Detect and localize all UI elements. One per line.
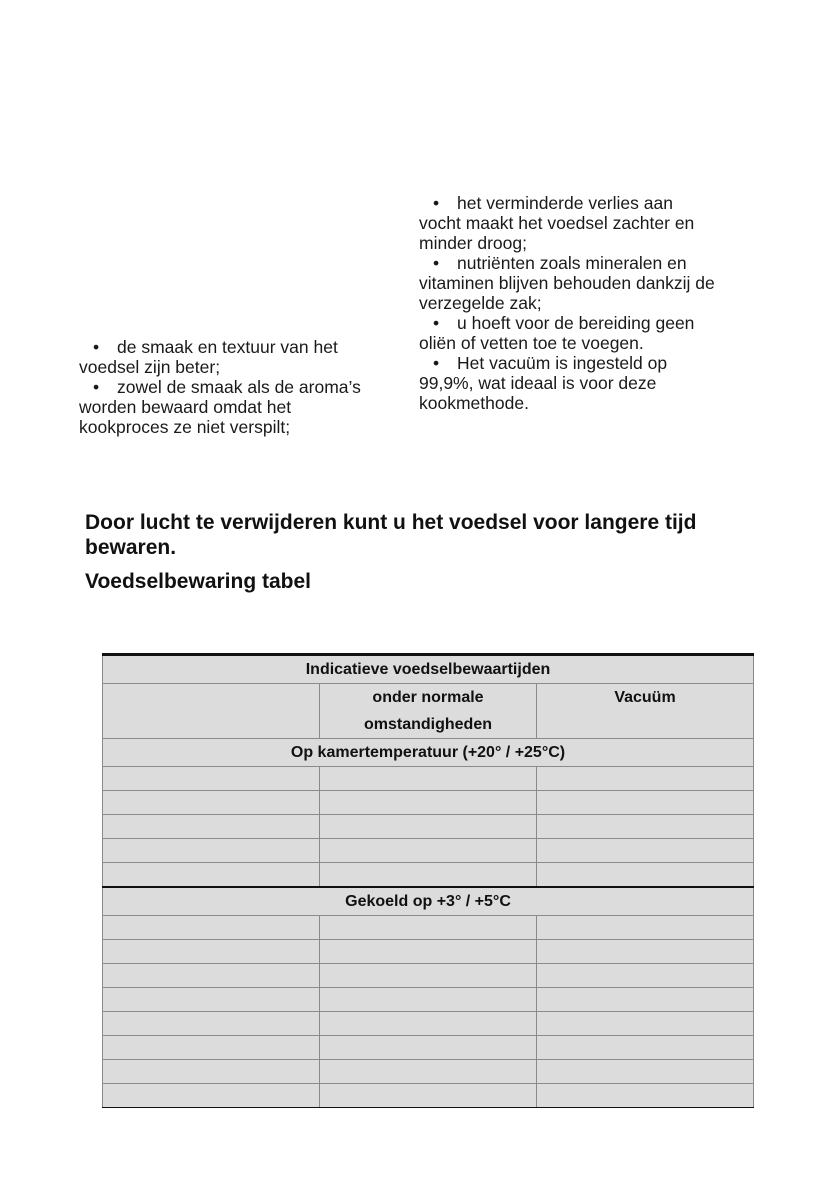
bullet-item: • Het vacuüm is ingesteld op 99,9%, wat ideaal is voor deze kookmethode. (419, 353, 668, 413)
bullet-dot-icon: • (433, 253, 440, 273)
left-bullet-list (79, 337, 379, 437)
table-row (103, 1084, 754, 1108)
right-bullet-list (419, 193, 719, 413)
section-room-temperature: Op kamertemperatuur (+20° / +25°C) (103, 739, 754, 767)
bullet-item: • u hoeft voor de bereiding geen oliën of vetten toe te voegen. (419, 313, 695, 353)
bullet-dot-icon: • (433, 193, 440, 213)
bullet-item: • het verminderde verlies aan vocht maakt het voedsel zachter en minder droog; (419, 193, 695, 253)
table-row (103, 1060, 754, 1084)
table-row (103, 1012, 754, 1036)
table-row (103, 964, 754, 988)
bullet-item: • de smaak en textuur van het voedsel zijn beter; (79, 337, 338, 377)
table-title-cell: Indicatieve voedselbewaartijden (103, 655, 754, 684)
header-cell-food (103, 684, 320, 739)
main-heading: Door lucht te verwijderen kunt u het voedsel voor langere tijd bewaren. (85, 511, 697, 559)
bullet-dot-icon: • (93, 377, 100, 397)
header-cell-vacuum: Vacuüm (537, 684, 754, 739)
table-row (103, 839, 754, 863)
bullet-dot-icon: • (433, 313, 440, 333)
bullet-dot-icon: • (93, 337, 100, 357)
food-storage-table (102, 653, 754, 1108)
bullet-item: • zowel de smaak als de aroma’s worden bewaard omdat het kookproces ze niet verspilt; (79, 377, 361, 437)
table-row (103, 815, 754, 839)
table-row (103, 1036, 754, 1060)
header-cell-normal: onder normale omstandigheden (320, 684, 537, 739)
table-row (103, 791, 754, 815)
bullet-item: • nutriënten zoals mineralen en vitaminen blijven behouden dankzij de verzegelde zak; (419, 253, 715, 313)
section-cooled: Gekoeld op +3° / +5°C (103, 887, 754, 916)
bullet-dot-icon: • (433, 353, 440, 373)
table-row (103, 916, 754, 940)
table-heading: Voedselbewaring tabel (85, 570, 312, 593)
table-row (103, 988, 754, 1012)
table-row (103, 940, 754, 964)
table-row (103, 767, 754, 791)
table-row (103, 863, 754, 888)
